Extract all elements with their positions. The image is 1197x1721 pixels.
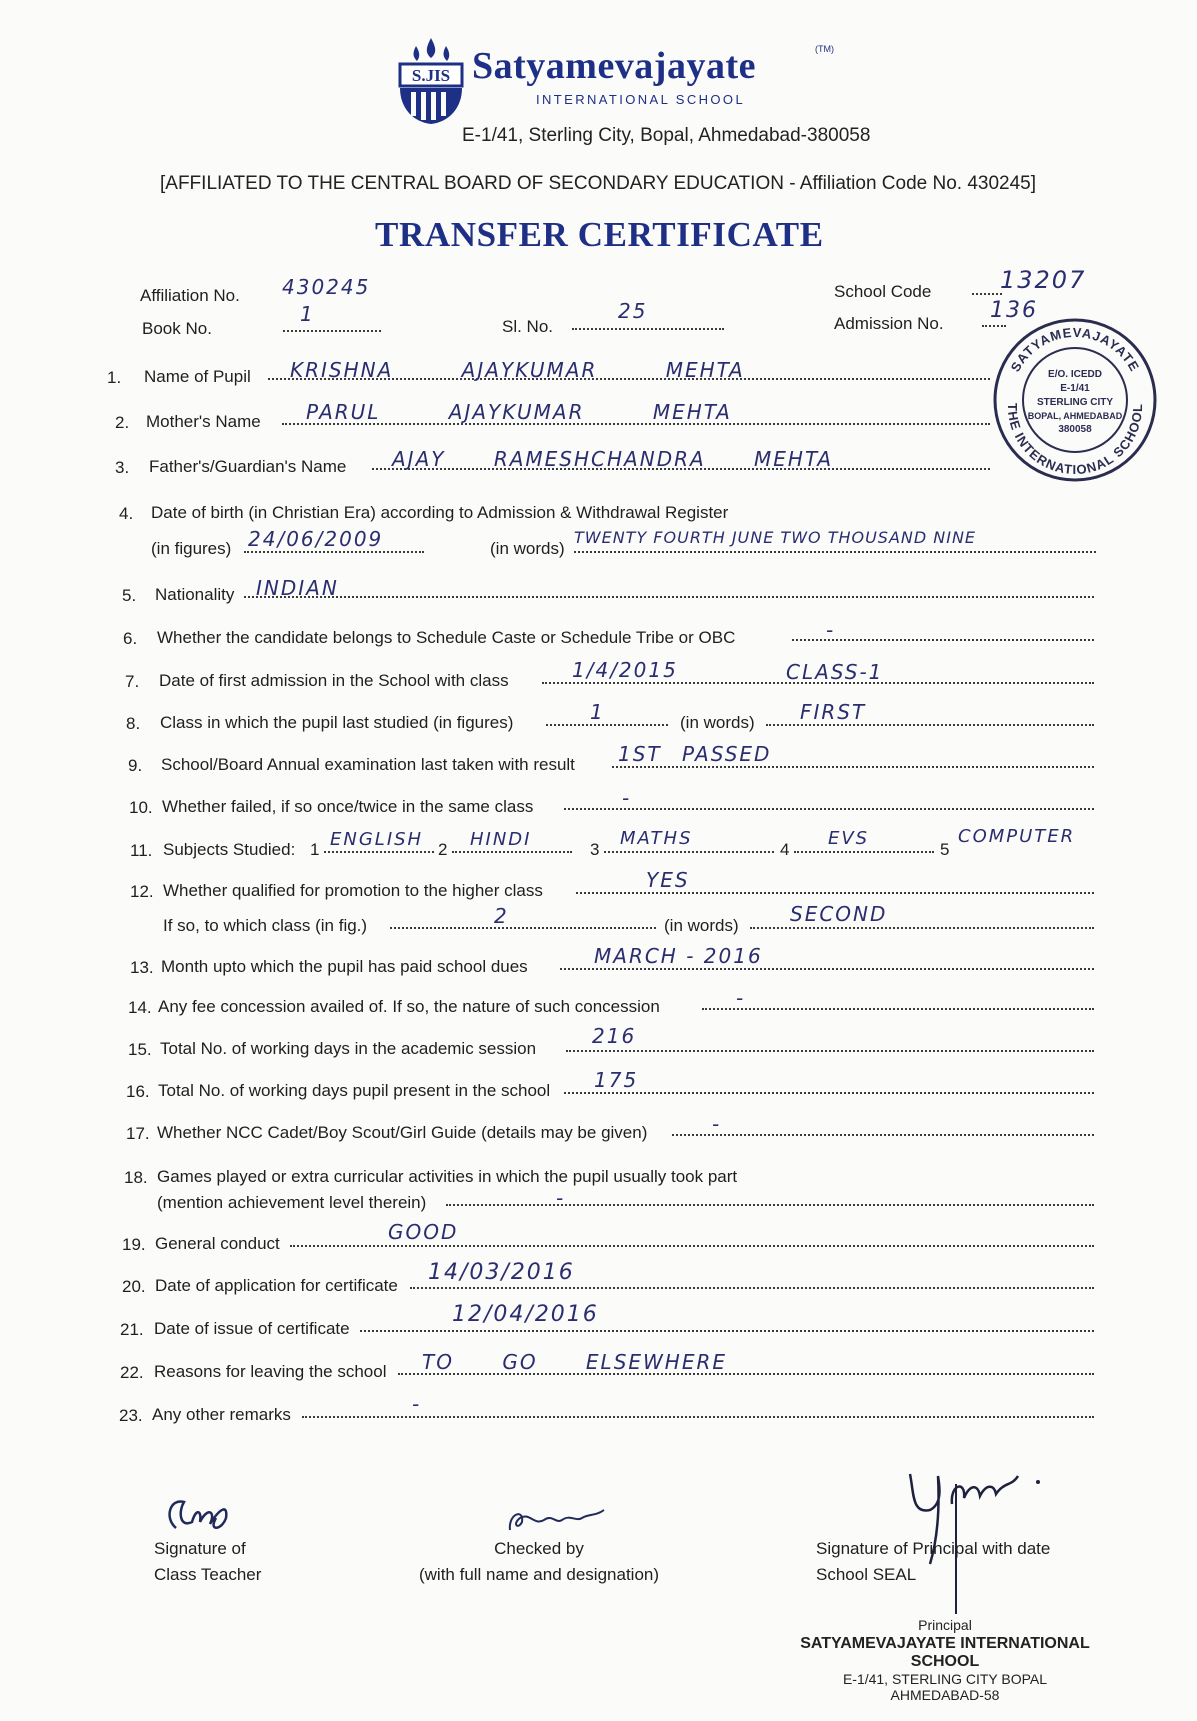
field-18-label: Games played or extra curricular activities in which the pupil usually took part bbox=[157, 1167, 738, 1186]
principal-stamp-title: Principal bbox=[918, 1617, 972, 1633]
field-7-class-value: CLASS-1 bbox=[786, 660, 884, 684]
field-2-number: 2. bbox=[115, 413, 130, 432]
field-10-label: Whether failed, if so once/twice in the same class bbox=[162, 797, 534, 816]
field-12-class-label: If so, to which class (in fig.) bbox=[163, 916, 368, 935]
field-9-label: School/Board Annual examination last taken with result bbox=[161, 755, 575, 774]
affiliation-line: [AFFILIATED TO THE CENTRAL BOARD OF SECONDARY EDUCATION - Affiliation Code No. 430245] bbox=[160, 173, 1037, 194]
field-14-value: - bbox=[736, 986, 746, 1010]
field-15-label: Total No. of working days in the academic session bbox=[160, 1039, 537, 1058]
field-15-value: 216 bbox=[592, 1024, 637, 1048]
field-3-label: Father's/Guardian's Name bbox=[149, 457, 347, 476]
field-18-number: 18. bbox=[124, 1168, 148, 1187]
principal-stamp-address: E-1/41, STERLING CITY BOPAL bbox=[842, 1671, 1048, 1687]
field-22-label: Reasons for leaving the school bbox=[154, 1362, 387, 1381]
field-18-sub-label: (mention achievement level therein) bbox=[157, 1193, 427, 1212]
field-15-number: 15. bbox=[128, 1040, 152, 1059]
field-14-number: 14. bbox=[128, 998, 152, 1017]
checked-by-line1: Checked by bbox=[494, 1539, 584, 1558]
field-16-number: 16. bbox=[126, 1082, 150, 1101]
book-no-label: Book No. bbox=[142, 319, 212, 338]
logo-text: S.JIS bbox=[411, 66, 451, 85]
sl-no-label: Sl. No. bbox=[502, 317, 554, 336]
principal-stamp-school: SATYAMEVAJAYATE INTERNATIONAL SCHOOL bbox=[800, 1635, 1090, 1670]
subject-2-value: HINDI bbox=[470, 829, 532, 850]
field-8-words-value: FIRST bbox=[800, 700, 867, 724]
school-name: Satyamevajayate bbox=[472, 45, 756, 87]
field-18-value: - bbox=[556, 1186, 566, 1210]
field-5-label: Nationality bbox=[155, 585, 235, 604]
field-12-class-value: 2 bbox=[494, 904, 509, 928]
subject-5-value: COMPUTER bbox=[958, 826, 1076, 847]
field-7-number: 7. bbox=[125, 672, 140, 691]
school-seal-stamp bbox=[990, 315, 1160, 485]
field-4-figures-value: 24/06/2009 bbox=[248, 527, 384, 551]
stamp-center-2: E-1/41 bbox=[1060, 383, 1090, 394]
sl-no-value: 25 bbox=[618, 299, 648, 323]
school-code-value: 13207 bbox=[1000, 266, 1087, 294]
principal-signature-label bbox=[816, 1536, 1050, 1588]
stamp-center-4: BOPAL, AHMEDABAD bbox=[1027, 411, 1123, 421]
admission-no-value: 136 bbox=[990, 298, 1038, 323]
school-logo-icon bbox=[394, 36, 468, 126]
class-teacher-label-line2: Class Teacher bbox=[154, 1565, 262, 1584]
field-22-value: TO GO ELSEWHERE bbox=[422, 1350, 728, 1374]
svg-text:SATYAMEVAJAYATE bbox=[1008, 325, 1143, 374]
field-4-number: 4. bbox=[119, 504, 134, 523]
field-6-value: - bbox=[826, 618, 836, 642]
field-9-value: 1ST PASSED bbox=[618, 742, 772, 766]
affiliation-no-value: 430245 bbox=[282, 275, 371, 299]
principal-label-line1: Signature of Principal with date bbox=[816, 1539, 1051, 1558]
field-19-label: General conduct bbox=[155, 1234, 280, 1253]
affiliation-no-label: Affiliation No. bbox=[140, 286, 240, 305]
subject-5-number: 5 bbox=[940, 840, 950, 859]
book-no-value: 1 bbox=[300, 302, 315, 326]
field-19-number: 19. bbox=[122, 1235, 146, 1254]
school-address: E-1/41, Sterling City, Bopal, Ahmedabad-380058 bbox=[462, 125, 871, 146]
field-21-number: 21. bbox=[120, 1320, 144, 1339]
field-6-label: Whether the candidate belongs to Schedule Caste or Schedule Tribe or OBC bbox=[157, 628, 736, 647]
field-10-number: 10. bbox=[129, 798, 153, 817]
field-4-figures-label: (in figures) bbox=[151, 539, 232, 558]
checked-by-signature bbox=[500, 1500, 610, 1540]
field-5-value: INDIAN bbox=[256, 576, 339, 600]
subject-4-number: 4 bbox=[780, 840, 790, 859]
field-3-value: AJAY RAMESHCHANDRA MEHTA bbox=[392, 447, 834, 471]
field-8-words-label: (in words) bbox=[680, 713, 755, 732]
field-4-words-label: (in words) bbox=[490, 539, 565, 558]
field-11-label: Subjects Studied: bbox=[163, 840, 296, 859]
field-17-value: - bbox=[712, 1112, 722, 1136]
field-6-number: 6. bbox=[123, 629, 138, 648]
field-11-number: 11. bbox=[130, 841, 153, 860]
field-2-label: Mother's Name bbox=[146, 412, 261, 431]
field-5-number: 5. bbox=[122, 586, 137, 605]
field-12-value: YES bbox=[646, 868, 690, 892]
checked-by-label bbox=[414, 1536, 664, 1588]
school-subtitle: INTERNATIONAL SCHOOL bbox=[536, 92, 746, 107]
subject-3-value: MATHS bbox=[620, 828, 693, 849]
field-23-number: 23. bbox=[119, 1406, 143, 1425]
stamp-center-3: STERLING CITY bbox=[1036, 397, 1114, 408]
field-10-value: - bbox=[622, 786, 632, 810]
field-12-number: 12. bbox=[130, 882, 154, 901]
field-4-label: Date of birth (in Christian Era) according to Admission & Withdrawal Register bbox=[151, 503, 729, 522]
subject-1-value: ENGLISH bbox=[330, 829, 424, 850]
class-teacher-label-line1: Signature of bbox=[154, 1539, 246, 1558]
field-8-number: 8. bbox=[126, 714, 141, 733]
field-1-number: 1. bbox=[107, 368, 122, 387]
stamp-ring-bottom: THE INTERNATIONAL SCHOOL bbox=[1004, 402, 1146, 478]
field-8-figures-value: 1 bbox=[590, 700, 605, 724]
subject-1-number: 1 bbox=[310, 840, 320, 859]
subject-4-value: EVS bbox=[828, 828, 870, 849]
field-3-number: 3. bbox=[115, 458, 130, 477]
field-12-label: Whether qualified for promotion to the higher class bbox=[163, 881, 543, 900]
stamp-center-5: 380058 bbox=[1058, 424, 1092, 435]
field-17-label: Whether NCC Cadet/Boy Scout/Girl Guide (details may be given) bbox=[157, 1123, 648, 1142]
subject-2-number: 2 bbox=[438, 840, 448, 859]
field-19-value: GOOD bbox=[388, 1220, 459, 1244]
field-20-label: Date of application for certificate bbox=[155, 1276, 398, 1295]
page-title: TRANSFER CERTIFICATE bbox=[375, 215, 824, 254]
stamp-center-1: E/O. ICEDD bbox=[1048, 369, 1102, 380]
field-1-label: Name of Pupil bbox=[144, 367, 251, 386]
school-code-label: School Code bbox=[834, 282, 932, 301]
checked-by-line2: (with full name and designation) bbox=[418, 1565, 660, 1584]
field-16-value: 175 bbox=[594, 1068, 639, 1092]
subject-3-number: 3 bbox=[590, 840, 600, 859]
field-22-number: 22. bbox=[120, 1363, 144, 1382]
field-20-number: 20. bbox=[122, 1277, 146, 1296]
field-23-value: - bbox=[412, 1392, 422, 1416]
field-9-number: 9. bbox=[128, 756, 143, 775]
admission-no-label: Admission No. bbox=[834, 314, 944, 333]
field-21-value: 12/04/2016 bbox=[452, 1302, 599, 1327]
field-17-number: 17. bbox=[126, 1124, 150, 1143]
field-8-label: Class in which the pupil last studied (in figures) bbox=[160, 713, 514, 732]
field-13-label: Month upto which the pupil has paid school dues bbox=[161, 957, 528, 976]
stamp-ring-top: SATYAMEVAJAYATE bbox=[1007, 324, 1143, 375]
principal-label-line2: School SEAL bbox=[816, 1565, 917, 1584]
class-teacher-signature-label bbox=[154, 1536, 261, 1588]
field-12-words-value: SECOND bbox=[790, 902, 888, 926]
field-23-label: Any other remarks bbox=[152, 1405, 291, 1424]
field-7-date-value: 1/4/2015 bbox=[572, 658, 678, 682]
field-20-value: 14/03/2016 bbox=[428, 1260, 575, 1285]
principal-stamp bbox=[765, 1617, 1125, 1703]
field-2-value: PARUL AJAYKUMAR MEHTA bbox=[306, 400, 732, 424]
field-16-label: Total No. of working days pupil present in the school bbox=[158, 1081, 551, 1100]
field-12-words-label: (in words) bbox=[664, 916, 739, 935]
field-4-words-value: TWENTY FOURTH JUNE TWO THOUSAND NINE bbox=[574, 528, 977, 547]
field-14-label: Any fee concession availed of. If so, the nature of such concession bbox=[158, 997, 660, 1016]
field-13-value: MARCH - 2016 bbox=[594, 944, 763, 968]
field-7-label: Date of first admission in the School with class bbox=[159, 671, 509, 690]
principal-signature bbox=[900, 1454, 1070, 1614]
field-1-value: KRISHNA AJAYKUMAR MEHTA bbox=[290, 358, 745, 382]
field-13-number: 13. bbox=[130, 958, 154, 977]
trademark-mark: (TM) bbox=[815, 44, 834, 54]
field-21-label: Date of issue of certificate bbox=[154, 1319, 350, 1338]
principal-stamp-city: AHMEDABAD-58 bbox=[890, 1687, 1000, 1703]
